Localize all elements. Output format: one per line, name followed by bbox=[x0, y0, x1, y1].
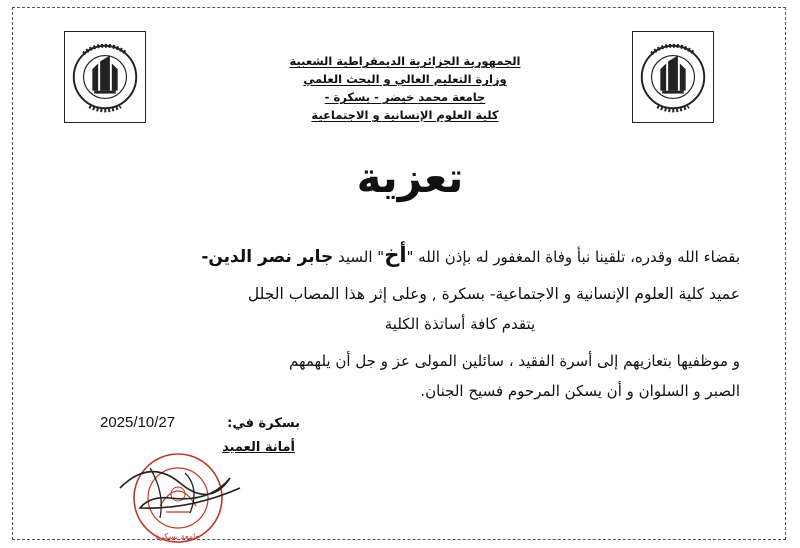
document-header bbox=[260, 52, 550, 124]
body-line-1 bbox=[50, 243, 740, 267]
signature bbox=[90, 448, 280, 528]
stamp-text: جامعة بسكرة bbox=[155, 532, 201, 541]
body-line-1-text-2: " السيد bbox=[333, 248, 385, 266]
date-value: 2025/10/27 bbox=[100, 414, 176, 431]
body-line-1-text: بقضاء الله وقدره، تلقينا نبأ وفاة المغفور له بإذن الله " bbox=[406, 248, 740, 266]
body-line-5: الصبر و السلوان و أن يسكن المرحوم فسيح الجنان. bbox=[420, 382, 740, 400]
header-university: جامعة محمد خيضر - بسكرة - bbox=[324, 90, 486, 104]
header-faculty: كلية العلوم الإنسانية و الاجتماعية bbox=[311, 108, 499, 122]
date-label: بسكرة في: bbox=[227, 416, 300, 431]
dean-office-title: أمانة العميد bbox=[222, 440, 295, 455]
document-title: تعزية bbox=[356, 153, 464, 202]
date-row bbox=[100, 414, 300, 434]
body-line-4: و موظفيها بتعازيهم إلى أسرة الفقيد ، سائلين المولى عز و جل أن يلهمهم bbox=[288, 352, 740, 370]
body-line-3: يتقدم كافة أساتذة الكلية bbox=[384, 315, 536, 333]
university-emblem-icon bbox=[633, 32, 713, 122]
university-emblem-icon bbox=[65, 32, 145, 122]
university-logo-right bbox=[632, 31, 714, 123]
deceased-name: جابر نصر الدين- bbox=[201, 247, 334, 267]
handwritten-signature-icon bbox=[90, 448, 280, 528]
body-line-2: عميد كلية العلوم الإنسانية و الاجتماعية- بسكرة , وعلى إثر هذا المصاب الجلل bbox=[247, 285, 740, 303]
relation-word: أخ bbox=[384, 243, 407, 267]
university-logo-left bbox=[64, 31, 146, 123]
header-republic: الجمهورية الجزائرية الديمقراطية الشعبية bbox=[289, 54, 521, 68]
header-ministry: وزارة التعليم العالي و البحث العلمي bbox=[303, 72, 507, 86]
